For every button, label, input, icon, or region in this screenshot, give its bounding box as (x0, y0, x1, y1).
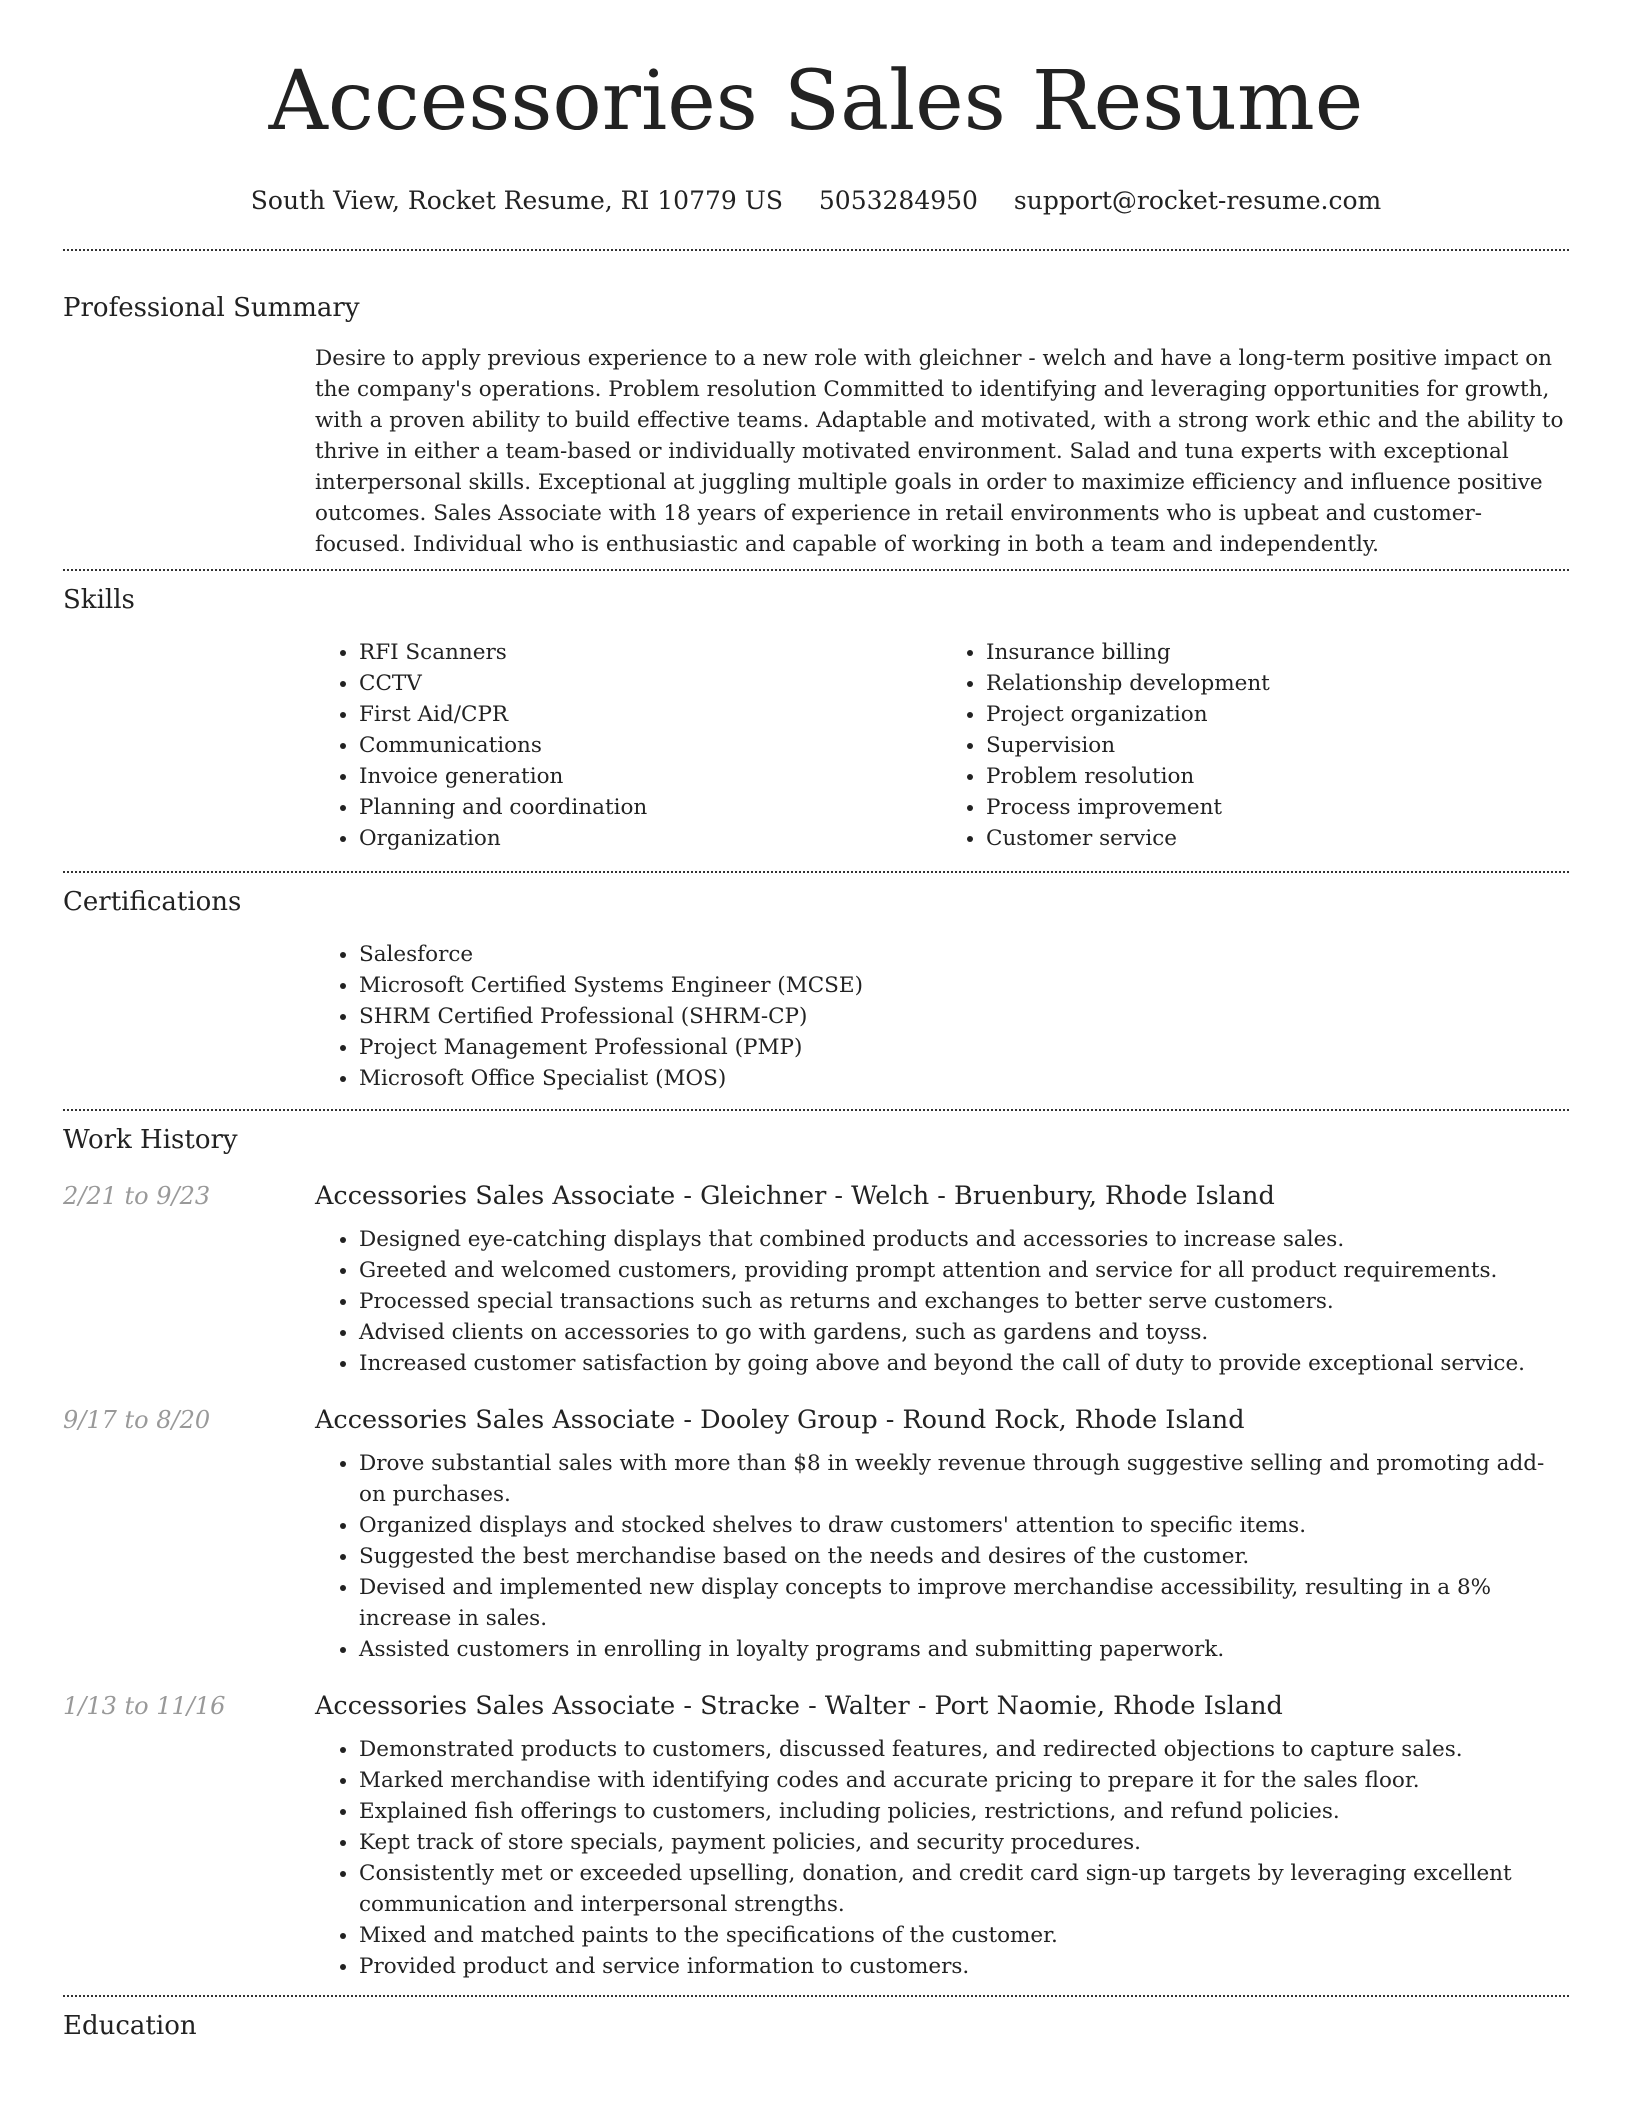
resume-title: Accessories Sales Resume (268, 54, 1364, 149)
skill-item: • First Aid/CPR (359, 699, 942, 730)
skills-grid (315, 637, 1569, 854)
job-bullet: • Demonstrated products to customers, discussed features, and redirected objections to capture sales. (359, 1734, 1569, 1765)
job-bullet: • Advised clients on accessories to go with gardens, such as gardens and toyss. (359, 1317, 1569, 1348)
skills-list-right (942, 637, 1569, 854)
skill-item: • Planning and coordination (359, 792, 942, 823)
summary-section (63, 291, 1569, 560)
job-bullet: • Consistently met or exceeded upselling, donation, and credit card sign-up targets by leveraging excellent communication and interpersonal strengths. (359, 1858, 1569, 1920)
skill-item: • Communications (359, 730, 942, 761)
job-bullet: • Provided product and service information to customers. (359, 1951, 1569, 1982)
skill-item: • Project organization (986, 699, 1569, 730)
skill-item: • Invoice generation (359, 761, 942, 792)
job-bullet: • Greeted and welcomed customers, providing prompt attention and service for all product requirements. (359, 1255, 1569, 1286)
divider (63, 249, 1569, 251)
job-header (63, 1181, 1569, 1211)
section-title-work: Work History (63, 1125, 238, 1155)
certification-item: • Microsoft Certified Systems Engineer (MCSE) (359, 970, 1569, 1001)
skill-item: • Insurance billing (986, 637, 1569, 668)
work-section (63, 1123, 1569, 1982)
job-bullets (315, 1448, 1569, 1665)
job-dates: 1/13 to 11/16 (63, 1692, 226, 1720)
certifications-list (315, 939, 1569, 1094)
certification-item: • Project Management Professional (PMP) (359, 1032, 1569, 1063)
job-bullet: • Marked merchandise with identifying codes and accurate pricing to prepare it for the sales floor. (359, 1765, 1569, 1796)
contact-phone: 5053284950 (818, 186, 978, 215)
divider (63, 871, 1569, 873)
skill-item: • CCTV (359, 668, 942, 699)
section-title-education: Education (63, 2011, 197, 2041)
job-bullet: • Increased customer satisfaction by going above and beyond the call of duty to provide exceptional service. (359, 1348, 1569, 1379)
job-bullet: • Mixed and matched paints to the specifications of the customer. (359, 1920, 1569, 1951)
job-bullet: • Organized displays and stocked shelves to draw customers' attention to specific items. (359, 1510, 1569, 1541)
contact-email: support@rocket-resume.com (1013, 186, 1382, 215)
skills-section (63, 583, 1569, 854)
job-bullet: • Drove substantial sales with more than $8 in weekly revenue through suggestive selling and promoting add-on purchases. (359, 1448, 1569, 1510)
certifications-block (315, 939, 1569, 1094)
divider (63, 1995, 1569, 1997)
section-title-certifications: Certifications (63, 887, 242, 917)
job-dates: 9/17 to 8/20 (63, 1406, 211, 1434)
job-entry (63, 1691, 1569, 1982)
section-title-summary: Professional Summary (63, 293, 360, 323)
job-bullet: • Suggested the best merchandise based on the needs and desires of the customer. (359, 1541, 1569, 1572)
job-bullets (315, 1734, 1569, 1982)
skill-item: • RFI Scanners (359, 637, 942, 668)
job-title: Accessories Sales Associate - Dooley Group - Round Rock, Rhode Island (315, 1405, 1245, 1435)
divider (63, 569, 1569, 571)
job-title: Accessories Sales Associate - Gleichner - Welch - Bruenbury, Rhode Island (315, 1181, 1275, 1211)
job-header (63, 1691, 1569, 1721)
summary-text: Desire to apply previous experience to a new role with gleichner - welch and have a long-term positive impact on the company's operations. Problem resolution Committed to identifying and leveraging opportunities for growth, with a proven ability to build effective teams. Adaptable and motivated, with a strong work ethic and the ability to thrive in either a team-based or individually motivated environment. Salad and tuna experts with exceptional interpersonal skills. Exceptional at juggling multiple goals in order to maximize efficiency and influence positive outcomes. Sales Associate with 18 years of experience in retail environments who is upbeat and customer-focused. Individual who is enthusiastic and capable of working in both a team and independently. (315, 346, 1564, 557)
skill-item: • Customer service (986, 823, 1569, 854)
skill-item: • Problem resolution (986, 761, 1569, 792)
job-bullet: • Designed eye-catching displays that combined products and accessories to increase sales. (359, 1224, 1569, 1255)
skills-list-left (315, 637, 942, 854)
job-bullet: • Kept track of store specials, payment policies, and security procedures. (359, 1827, 1569, 1858)
job-dates: 2/21 to 9/23 (63, 1182, 211, 1210)
education-section (63, 2009, 1569, 2043)
job-bullet: • Devised and implemented new display concepts to improve merchandise accessibility, resulting in a 8% increase in sales. (359, 1572, 1569, 1634)
job-title: Accessories Sales Associate - Stracke - Walter - Port Naomie, Rhode Island (315, 1691, 1283, 1721)
job-header (63, 1405, 1569, 1435)
skill-item: • Organization (359, 823, 942, 854)
job-bullet: • Processed special transactions such as returns and exchanges to better serve customers. (359, 1286, 1569, 1317)
contact-line (0, 184, 1632, 218)
certifications-section (63, 885, 1569, 1094)
certification-item: • Microsoft Office Specialist (MOS) (359, 1063, 1569, 1094)
job-bullet: • Assisted customers in enrolling in loyalty programs and submitting paperwork. (359, 1634, 1569, 1665)
skill-item: • Process improvement (986, 792, 1569, 823)
skill-item: • Relationship development (986, 668, 1569, 699)
divider (63, 1109, 1569, 1111)
job-entry (63, 1181, 1569, 1379)
job-bullets (315, 1224, 1569, 1379)
section-title-skills: Skills (63, 585, 135, 615)
job-entry (63, 1405, 1569, 1665)
job-bullet: • Explained fish offerings to customers, including policies, restrictions, and refund policies. (359, 1796, 1569, 1827)
contact-address: South View, Rocket Resume, RI 10779 US (250, 186, 783, 215)
certification-item: • Salesforce (359, 939, 1569, 970)
skill-item: • Supervision (986, 730, 1569, 761)
certification-item: • SHRM Certified Professional (SHRM-CP) (359, 1001, 1569, 1032)
